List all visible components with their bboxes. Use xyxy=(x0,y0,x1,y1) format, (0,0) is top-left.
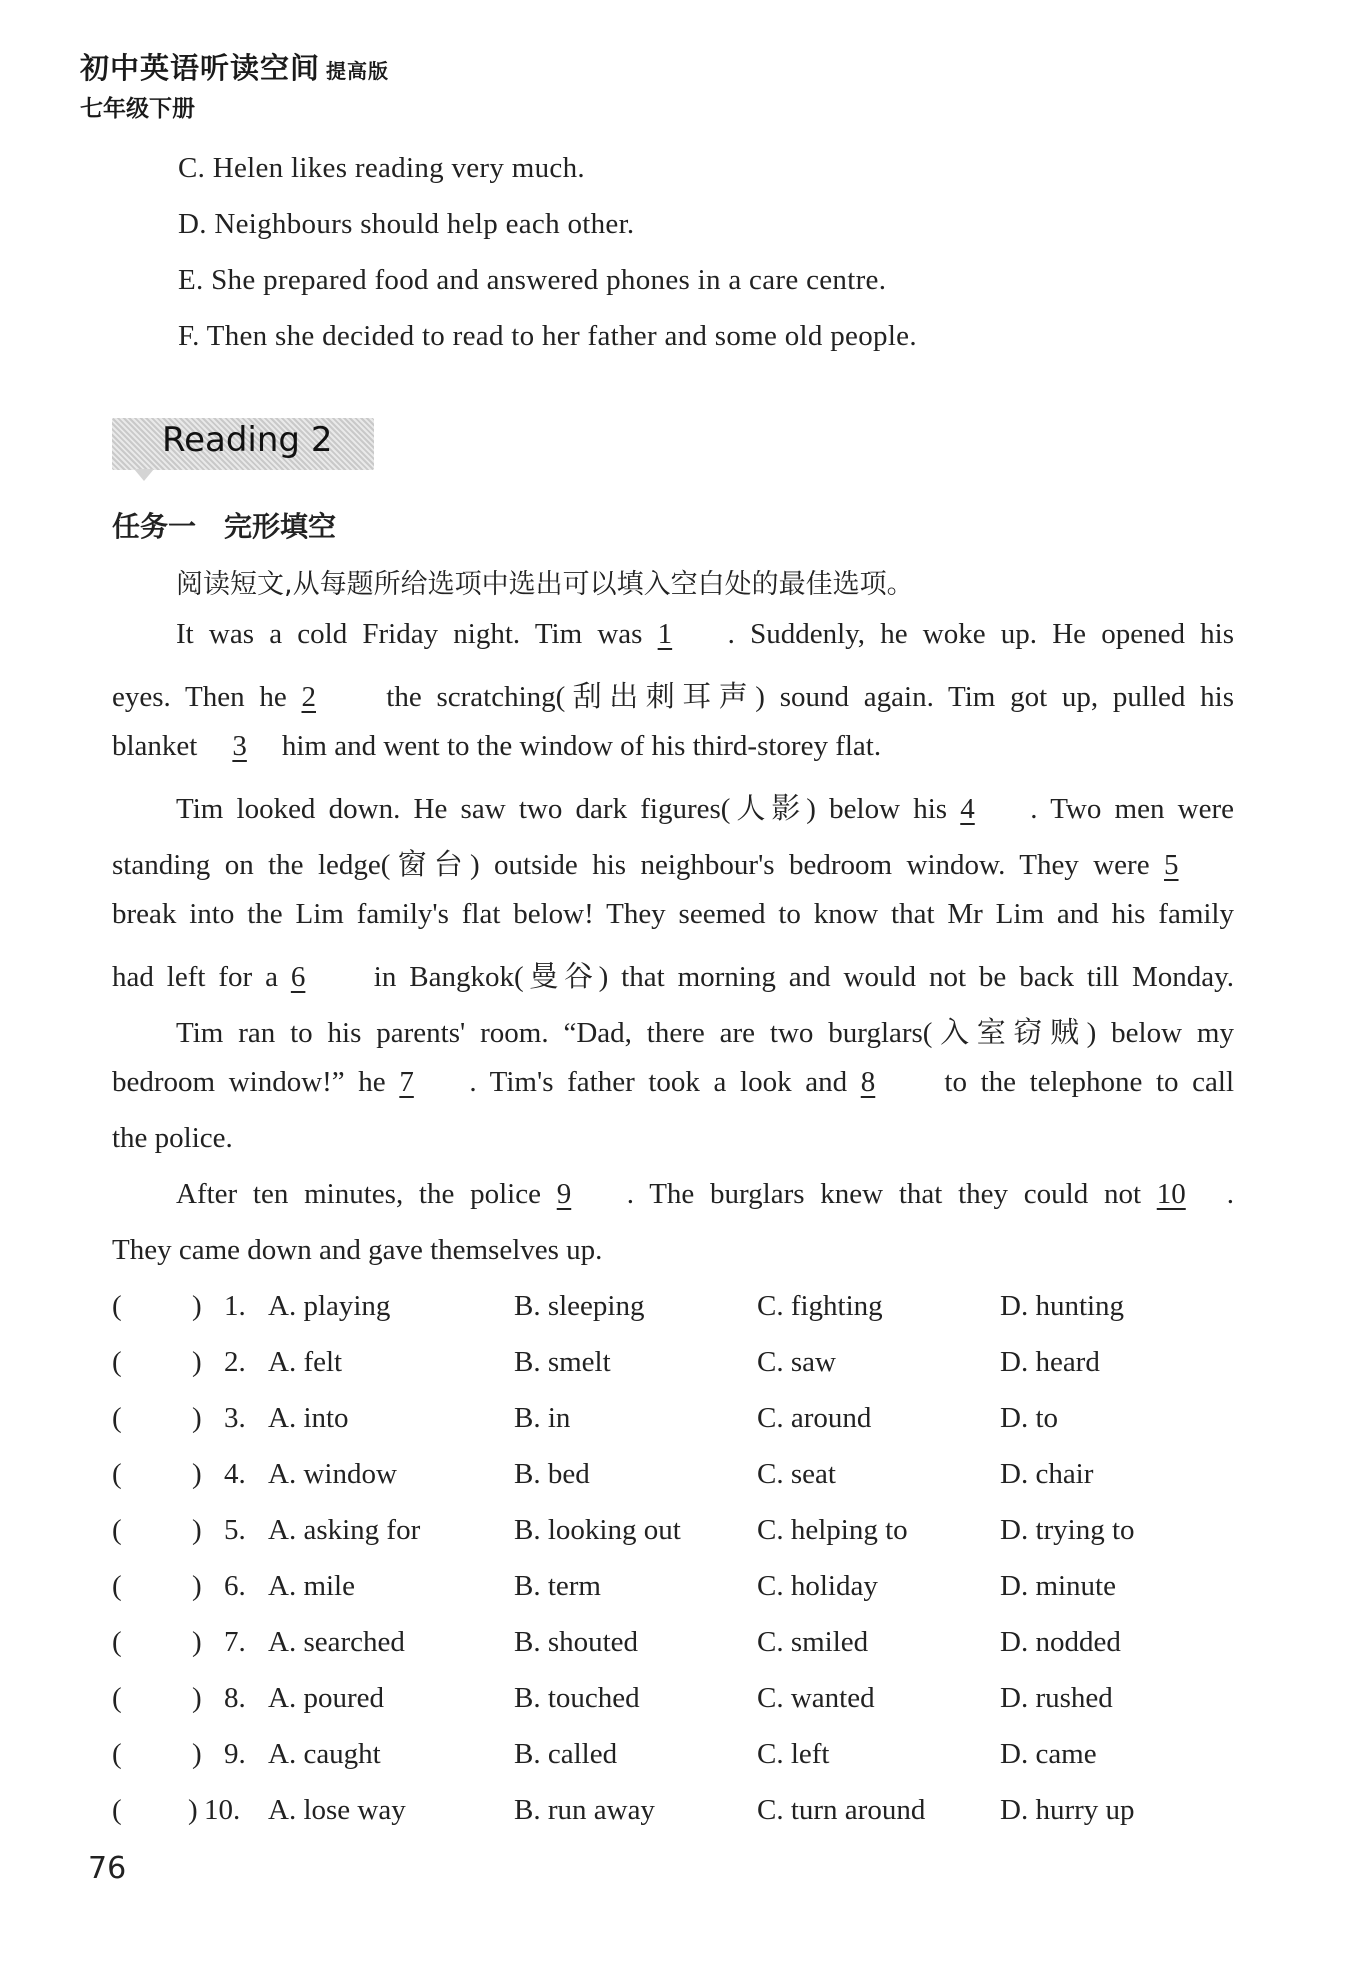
choice-c: C. holiday xyxy=(757,1570,878,1602)
passage-line-2: eyes. Then he 2 the scratching(刮出刺耳声) sound again. Tim got up, pulled his xyxy=(112,681,1235,713)
choice-a: A. mile xyxy=(268,1570,355,1602)
answer-paren-close: ) xyxy=(192,1458,202,1490)
choice-d: D. minute xyxy=(1000,1570,1116,1602)
answer-paren-open[interactable]: ( xyxy=(112,1458,122,1490)
blank-3: 3 xyxy=(232,730,247,762)
question-row xyxy=(112,1514,1242,1558)
choice-d: D. chair xyxy=(1000,1458,1094,1490)
option-c: C. Helen likes reading very much. xyxy=(178,152,585,184)
answer-paren-close: ) xyxy=(192,1402,202,1434)
question-row xyxy=(112,1290,1242,1334)
answer-paren-close: ) xyxy=(192,1514,202,1546)
passage-line-9: bedroom window!” he 7 . Tim's father took a look and 8 to the telephone to call xyxy=(112,1066,1235,1098)
passage-line-7: had left for a 6 in Bangkok(曼谷) that morning and would not be back till Monday. xyxy=(112,961,1235,993)
choice-c: C. around xyxy=(757,1402,872,1434)
page-number: 76 xyxy=(88,1851,127,1886)
section-badge-label: Reading 2 xyxy=(162,420,333,460)
option-d: D. Neighbours should help each other. xyxy=(178,208,635,240)
choice-b: B. shouted xyxy=(514,1626,639,1658)
passage-line-8: Tim ran to his parents' room. “Dad, there are two burglars(入室窃贼) below my xyxy=(176,1017,1234,1049)
answer-paren-close: ) xyxy=(188,1794,198,1826)
book-title-text: 初中英语听读空间 xyxy=(80,51,321,85)
choice-d: D. trying to xyxy=(1000,1514,1135,1546)
choice-a: A. poured xyxy=(268,1682,384,1714)
question-number: 4. xyxy=(224,1458,246,1490)
choice-b: B. sleeping xyxy=(514,1290,645,1322)
choice-a: A. playing xyxy=(268,1290,391,1322)
question-number: 8. xyxy=(224,1682,246,1714)
choice-d: D. came xyxy=(1000,1738,1097,1770)
choice-b: B. bed xyxy=(514,1458,590,1490)
passage-line-12: They came down and gave themselves up. xyxy=(112,1234,603,1266)
blank-4: 4 xyxy=(960,793,975,825)
choice-a: A. window xyxy=(268,1458,397,1490)
choice-b: B. looking out xyxy=(514,1514,681,1546)
question-number: 7. xyxy=(224,1626,246,1658)
question-row xyxy=(112,1794,1242,1838)
blank-9: 9 xyxy=(556,1178,572,1210)
answer-paren-open[interactable]: ( xyxy=(112,1626,122,1658)
book-grade: 七年级下册 xyxy=(80,96,195,122)
answer-paren-close: ) xyxy=(192,1738,202,1770)
choice-d: D. hurry up xyxy=(1000,1794,1135,1826)
choice-a: A. caught xyxy=(268,1738,381,1770)
choice-c: C. wanted xyxy=(757,1682,875,1714)
answer-paren-close: ) xyxy=(192,1626,202,1658)
passage-line-11: After ten minutes, the police 9 . The burglars knew that they could not 10 . xyxy=(176,1178,1234,1210)
choice-a: A. into xyxy=(268,1402,349,1434)
answer-paren-close: ) xyxy=(192,1290,202,1322)
answer-paren-open[interactable]: ( xyxy=(112,1794,122,1826)
answer-paren-close: ) xyxy=(192,1682,202,1714)
choice-b: B. touched xyxy=(514,1682,640,1714)
choice-a: A. felt xyxy=(268,1346,343,1378)
choice-b: B. in xyxy=(514,1402,571,1434)
section-badge-tail xyxy=(134,469,154,481)
option-f: F. Then she decided to read to her father and some old people. xyxy=(178,320,917,352)
passage-line-5: standing on the ledge(窗台) outside his neighbour's bedroom window. They were 5 xyxy=(112,842,1234,883)
passage-line-6: break into the Lim family's flat below! They seemed to know that Mr Lim and his family xyxy=(112,898,1234,930)
question-row xyxy=(112,1458,1242,1502)
task-heading: 任务一 完形填空 xyxy=(112,510,337,543)
choice-d: D. heard xyxy=(1000,1346,1100,1378)
choice-b: B. run away xyxy=(514,1794,655,1826)
blank-10: 10 xyxy=(1156,1178,1186,1210)
choice-b: B. smelt xyxy=(514,1346,611,1378)
choice-c: C. helping to xyxy=(757,1514,908,1546)
answer-paren-open[interactable]: ( xyxy=(112,1682,122,1714)
question-number: 1. xyxy=(224,1290,246,1322)
question-row xyxy=(112,1626,1242,1670)
choice-d: D. hunting xyxy=(1000,1290,1125,1322)
blank-1: 1 xyxy=(657,618,673,650)
choice-b: B. called xyxy=(514,1738,618,1770)
answer-paren-open[interactable]: ( xyxy=(112,1514,122,1546)
choice-a: A. lose way xyxy=(268,1794,406,1826)
book-title xyxy=(80,46,389,87)
choice-c: C. fighting xyxy=(757,1290,883,1322)
choice-a: A. asking for xyxy=(268,1514,421,1546)
question-number: 6. xyxy=(224,1570,246,1602)
passage-line-4: Tim looked down. He saw two dark figures(人影) below his 4 . Two men were xyxy=(176,793,1234,825)
answer-paren-close: ) xyxy=(192,1570,202,1602)
blank-7: 7 xyxy=(399,1066,414,1098)
option-e: E. She prepared food and answered phones in a care centre. xyxy=(178,264,887,296)
answer-paren-open[interactable]: ( xyxy=(112,1346,122,1378)
choice-c: C. seat xyxy=(757,1458,836,1490)
choice-c: C. left xyxy=(757,1738,830,1770)
task-instruction: 阅读短文,从每题所给选项中选出可以填入空白处的最佳选项。 xyxy=(176,569,914,600)
answer-paren-open[interactable]: ( xyxy=(112,1570,122,1602)
passage-line-1: It was a cold Friday night. Tim was 1 . Suddenly, he woke up. He opened his xyxy=(176,618,1234,650)
answer-paren-close: ) xyxy=(192,1346,202,1378)
question-number: 10. xyxy=(204,1794,241,1826)
answer-paren-open[interactable]: ( xyxy=(112,1290,122,1322)
question-row xyxy=(112,1346,1242,1390)
question-row xyxy=(112,1682,1242,1726)
blank-5: 5 xyxy=(1164,849,1179,881)
book-edition: 提高版 xyxy=(326,59,390,83)
blank-6: 6 xyxy=(290,961,306,993)
choice-d: D. nodded xyxy=(1000,1626,1121,1658)
question-row xyxy=(112,1402,1242,1446)
choice-c: C. saw xyxy=(757,1346,836,1378)
choice-d: D. to xyxy=(1000,1402,1058,1434)
choice-a: A. searched xyxy=(268,1626,405,1658)
answer-paren-open[interactable]: ( xyxy=(112,1738,122,1770)
question-number: 5. xyxy=(224,1514,246,1546)
question-number: 3. xyxy=(224,1402,246,1434)
passage-line-3: blanket 3 him and went to the window of his third-storey flat. xyxy=(112,730,882,762)
choice-d: D. rushed xyxy=(1000,1682,1113,1714)
choice-c: C. smiled xyxy=(757,1626,869,1658)
passage-line-10: the police. xyxy=(112,1122,233,1154)
question-row xyxy=(112,1738,1242,1782)
choice-b: B. term xyxy=(514,1570,601,1602)
blank-2: 2 xyxy=(301,681,316,713)
question-row xyxy=(112,1570,1242,1614)
answer-paren-open[interactable]: ( xyxy=(112,1402,122,1434)
blank-8: 8 xyxy=(860,1066,876,1098)
question-number: 9. xyxy=(224,1738,246,1770)
question-number: 2. xyxy=(224,1346,246,1378)
choice-c: C. turn around xyxy=(757,1794,926,1826)
